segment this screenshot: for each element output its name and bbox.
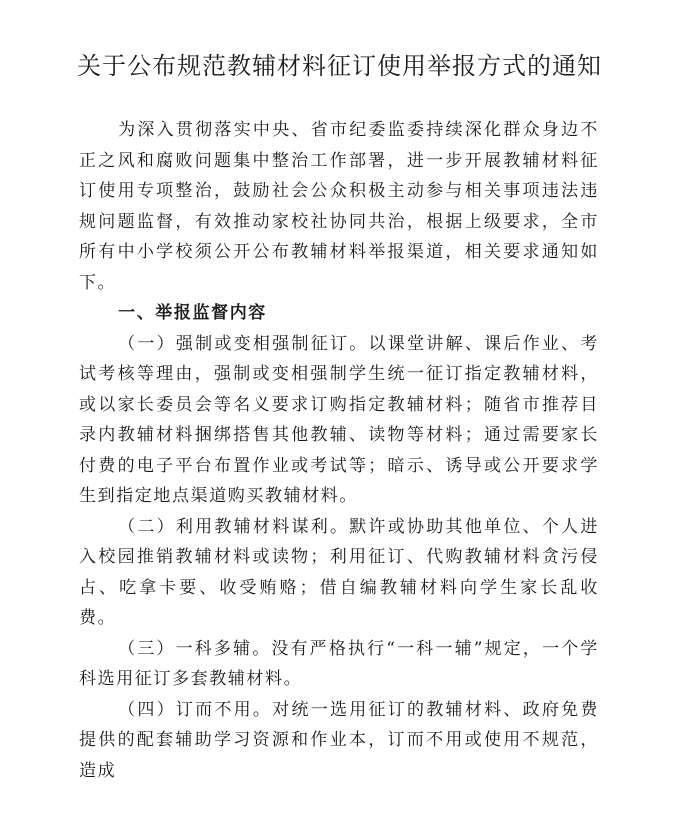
intro-paragraph: 为深入贯彻落实中央、省市纪委监委持续深化群众身边不正之风和腐败问题集中整治工作部署，进一步开展教辅材料征订使用专项整治，鼓励社会公众积极主动参与相关事项违法违规问题监督，有效推动家校社协同共治，根据上级要求，全市所有中小学校须公开公布教辅材料举报渠道，相关要求通知如下。 (79, 120, 599, 293)
document-body (79, 115, 599, 786)
section-heading: 一、举报监督内容 (118, 303, 267, 323)
item-paragraph: （四）订而不用。对统一选用征订的教辅材料、政府免费提供的配套辅助学习资源和作业本，订而不用或使用不规范，造成 (79, 699, 599, 781)
document-title: 关于公布规范教辅材料征订使用举报方式的通知 (77, 52, 602, 80)
item-paragraph: （三）一科多辅。没有严格执行“一科一辅”规定，一个学科选用征订多套教辅材料。 (79, 638, 599, 689)
item-paragraph: （一）强制或变相强制征订。以课堂讲解、课后作业、考试考核等理由，强制或变相强制学生统一征订指定教辅材料，或以家长委员会等名义要求订购指定教辅材料；随省市推荐目录内教辅材料捆绑搭售其他教辅、读物等材料；通过需要家长付费的电子平台布置作业或考试等；暗示、诱导或公开要求学生到指定地点渠道购买教辅材料。 (79, 333, 599, 506)
item-paragraph: （二）利用教辅材料谋利。默许或协助其他单位、个人进入校园推销教辅材料或读物；利用征订、代购教辅材料贪污侵占、吃拿卡要、收受贿赂；借自编教辅材料向学生家长乱收费。 (79, 516, 599, 628)
